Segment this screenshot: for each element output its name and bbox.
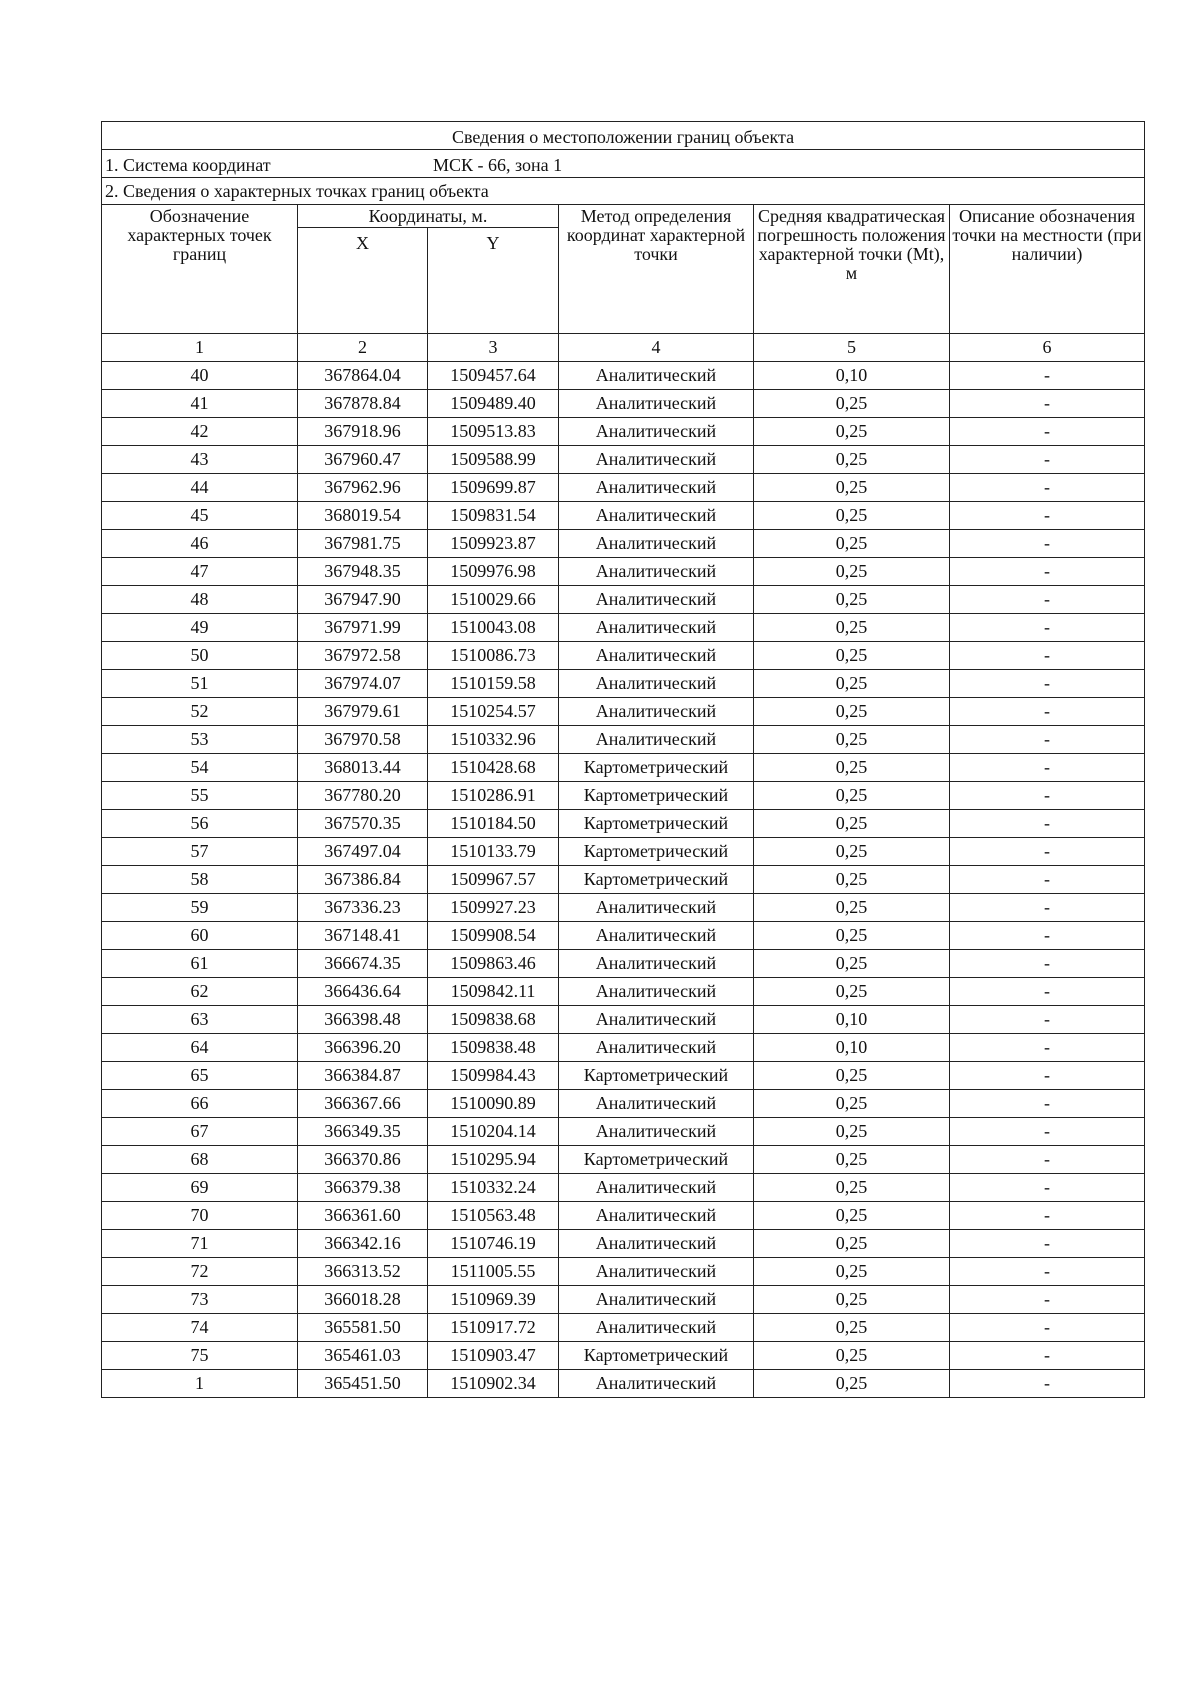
y-coordinate-cell: 1510563.48 <box>428 1202 559 1230</box>
y-coordinate-cell: 1509863.46 <box>428 950 559 978</box>
header-x: X <box>298 228 428 334</box>
table-row <box>102 1342 1145 1370</box>
error-cell: 0,25 <box>754 866 950 894</box>
description-cell: - <box>950 1342 1145 1370</box>
y-coordinate-cell: 1510254.57 <box>428 698 559 726</box>
error-cell: 0,25 <box>754 698 950 726</box>
column-number: 2 <box>298 334 428 362</box>
table-row <box>102 390 1145 418</box>
point-cell: 67 <box>102 1118 298 1146</box>
point-cell: 55 <box>102 782 298 810</box>
x-coordinate-cell: 365451.50 <box>298 1370 428 1398</box>
method-cell: Аналитический <box>559 726 754 754</box>
y-coordinate-cell: 1510903.47 <box>428 1342 559 1370</box>
point-cell: 66 <box>102 1090 298 1118</box>
y-coordinate-cell: 1510133.79 <box>428 838 559 866</box>
description-cell: - <box>950 1118 1145 1146</box>
method-cell: Аналитический <box>559 1286 754 1314</box>
description-cell: - <box>950 810 1145 838</box>
table-title-cell <box>102 122 1145 150</box>
x-coordinate-cell: 367570.35 <box>298 810 428 838</box>
error-cell: 0,25 <box>754 614 950 642</box>
description-cell: - <box>950 978 1145 1006</box>
table-row <box>102 558 1145 586</box>
description-cell: - <box>950 1146 1145 1174</box>
point-cell: 61 <box>102 950 298 978</box>
description-cell: - <box>950 1314 1145 1342</box>
x-coordinate-cell: 367947.90 <box>298 586 428 614</box>
method-cell: Аналитический <box>559 950 754 978</box>
header-method: Метод определения координат характерной точки <box>559 205 754 334</box>
x-coordinate-cell: 367780.20 <box>298 782 428 810</box>
description-cell: - <box>950 558 1145 586</box>
x-coordinate-cell: 367970.58 <box>298 726 428 754</box>
x-coordinate-cell: 368013.44 <box>298 754 428 782</box>
error-cell: 0,25 <box>754 1062 950 1090</box>
error-cell: 0,25 <box>754 502 950 530</box>
header-error: Средняя квадратическая погрешность положения характерной точки (Mt), м <box>754 205 950 334</box>
x-coordinate-cell: 367979.61 <box>298 698 428 726</box>
error-cell: 0,25 <box>754 950 950 978</box>
table-row <box>102 810 1145 838</box>
x-coordinate-cell: 366398.48 <box>298 1006 428 1034</box>
y-coordinate-cell: 1510428.68 <box>428 754 559 782</box>
y-coordinate-cell: 1509831.54 <box>428 502 559 530</box>
method-cell: Картометрический <box>559 1342 754 1370</box>
y-coordinate-cell: 1510332.24 <box>428 1174 559 1202</box>
x-coordinate-cell: 366313.52 <box>298 1258 428 1286</box>
column-number: 3 <box>428 334 559 362</box>
column-number: 4 <box>559 334 754 362</box>
error-cell: 0,25 <box>754 1202 950 1230</box>
point-cell: 48 <box>102 586 298 614</box>
point-cell: 62 <box>102 978 298 1006</box>
x-coordinate-cell: 366370.86 <box>298 1146 428 1174</box>
method-cell: Картометрический <box>559 838 754 866</box>
x-coordinate-cell: 366342.16 <box>298 1230 428 1258</box>
table-row <box>102 1286 1145 1314</box>
description-cell: - <box>950 1370 1145 1398</box>
error-cell: 0,25 <box>754 1230 950 1258</box>
error-cell: 0,25 <box>754 390 950 418</box>
description-cell: - <box>950 1034 1145 1062</box>
description-cell: - <box>950 782 1145 810</box>
table-title: Сведения о местоположении границ объекта <box>451 127 795 147</box>
table-row <box>102 530 1145 558</box>
coordinate-system-row <box>102 150 1145 178</box>
method-cell: Аналитический <box>559 502 754 530</box>
x-coordinate-cell: 367974.07 <box>298 670 428 698</box>
method-cell: Аналитический <box>559 1006 754 1034</box>
method-cell: Аналитический <box>559 362 754 390</box>
description-cell: - <box>950 1006 1145 1034</box>
method-cell: Аналитический <box>559 446 754 474</box>
y-coordinate-cell: 1510043.08 <box>428 614 559 642</box>
error-cell: 0,25 <box>754 894 950 922</box>
x-coordinate-cell: 366674.35 <box>298 950 428 978</box>
description-cell: - <box>950 1062 1145 1090</box>
error-cell: 0,10 <box>754 1034 950 1062</box>
point-cell: 53 <box>102 726 298 754</box>
error-cell: 0,25 <box>754 670 950 698</box>
y-coordinate-cell: 1509923.87 <box>428 530 559 558</box>
description-cell: - <box>950 866 1145 894</box>
x-coordinate-cell: 366018.28 <box>298 1286 428 1314</box>
point-cell: 70 <box>102 1202 298 1230</box>
column-number-row <box>102 334 1145 362</box>
error-cell: 0,25 <box>754 1090 950 1118</box>
table-row <box>102 1118 1145 1146</box>
description-cell: - <box>950 726 1145 754</box>
description-cell: - <box>950 838 1145 866</box>
x-coordinate-cell: 367960.47 <box>298 446 428 474</box>
table-row <box>102 502 1145 530</box>
method-cell: Аналитический <box>559 1314 754 1342</box>
error-cell: 0,25 <box>754 1146 950 1174</box>
description-cell: - <box>950 390 1145 418</box>
x-coordinate-cell: 366436.64 <box>298 978 428 1006</box>
description-cell: - <box>950 950 1145 978</box>
y-coordinate-cell: 1510029.66 <box>428 586 559 614</box>
x-coordinate-cell: 366361.60 <box>298 1202 428 1230</box>
header-row-1 <box>102 205 1145 228</box>
point-cell: 40 <box>102 362 298 390</box>
y-coordinate-cell: 1510746.19 <box>428 1230 559 1258</box>
table-row <box>102 1062 1145 1090</box>
description-cell: - <box>950 1090 1145 1118</box>
x-coordinate-cell: 367878.84 <box>298 390 428 418</box>
title-row <box>102 122 1145 150</box>
method-cell: Аналитический <box>559 1370 754 1398</box>
point-cell: 54 <box>102 754 298 782</box>
table-row <box>102 978 1145 1006</box>
x-coordinate-cell: 366349.35 <box>298 1118 428 1146</box>
point-cell: 74 <box>102 1314 298 1342</box>
error-cell: 0,10 <box>754 1006 950 1034</box>
table-row <box>102 418 1145 446</box>
table-row <box>102 642 1145 670</box>
error-cell: 0,25 <box>754 1118 950 1146</box>
header-description: Описание обозначения точки на местности (при наличии) <box>950 205 1145 334</box>
method-cell: Аналитический <box>559 558 754 586</box>
table-row <box>102 782 1145 810</box>
y-coordinate-cell: 1509967.57 <box>428 866 559 894</box>
y-coordinate-cell: 1510204.14 <box>428 1118 559 1146</box>
error-cell: 0,25 <box>754 1258 950 1286</box>
method-cell: Аналитический <box>559 1034 754 1062</box>
method-cell: Аналитический <box>559 1118 754 1146</box>
method-cell: Картометрический <box>559 810 754 838</box>
table-row <box>102 1202 1145 1230</box>
y-coordinate-cell: 1509976.98 <box>428 558 559 586</box>
description-cell: - <box>950 362 1145 390</box>
description-cell: - <box>950 670 1145 698</box>
point-cell: 73 <box>102 1286 298 1314</box>
error-cell: 0,25 <box>754 782 950 810</box>
x-coordinate-cell: 367864.04 <box>298 362 428 390</box>
x-coordinate-cell: 366384.87 <box>298 1062 428 1090</box>
description-cell: - <box>950 922 1145 950</box>
section-label: 2. Сведения о характерных точках границ объекта <box>102 178 1145 205</box>
y-coordinate-cell: 1510184.50 <box>428 810 559 838</box>
point-cell: 42 <box>102 418 298 446</box>
x-coordinate-cell: 365461.03 <box>298 1342 428 1370</box>
x-coordinate-cell: 367336.23 <box>298 894 428 922</box>
table-row <box>102 894 1145 922</box>
column-number: 1 <box>102 334 298 362</box>
error-cell: 0,25 <box>754 1174 950 1202</box>
error-cell: 0,25 <box>754 1314 950 1342</box>
method-cell: Картометрический <box>559 782 754 810</box>
x-coordinate-cell: 367962.96 <box>298 474 428 502</box>
method-cell: Картометрический <box>559 1146 754 1174</box>
error-cell: 0,25 <box>754 418 950 446</box>
table-row <box>102 1230 1145 1258</box>
point-cell: 59 <box>102 894 298 922</box>
header-coordinates: Координаты, м. <box>298 205 559 228</box>
x-coordinate-cell: 365581.50 <box>298 1314 428 1342</box>
method-cell: Аналитический <box>559 1202 754 1230</box>
point-cell: 69 <box>102 1174 298 1202</box>
point-cell: 41 <box>102 390 298 418</box>
error-cell: 0,25 <box>754 1342 950 1370</box>
method-cell: Картометрический <box>559 754 754 782</box>
y-coordinate-cell: 1510159.58 <box>428 670 559 698</box>
error-cell: 0,25 <box>754 922 950 950</box>
coordinate-system-cell <box>102 150 1145 178</box>
error-cell: 0,25 <box>754 810 950 838</box>
table-row <box>102 1006 1145 1034</box>
y-coordinate-cell: 1509838.48 <box>428 1034 559 1062</box>
method-cell: Аналитический <box>559 1090 754 1118</box>
table-row <box>102 726 1145 754</box>
point-cell: 63 <box>102 1006 298 1034</box>
method-cell: Картометрический <box>559 866 754 894</box>
error-cell: 0,25 <box>754 754 950 782</box>
x-coordinate-cell: 368019.54 <box>298 502 428 530</box>
description-cell: - <box>950 1258 1145 1286</box>
y-coordinate-cell: 1509588.99 <box>428 446 559 474</box>
y-coordinate-cell: 1510332.96 <box>428 726 559 754</box>
table-row <box>102 1146 1145 1174</box>
error-cell: 0,25 <box>754 446 950 474</box>
method-cell: Аналитический <box>559 1230 754 1258</box>
x-coordinate-cell: 366379.38 <box>298 1174 428 1202</box>
column-number: 6 <box>950 334 1145 362</box>
point-cell: 44 <box>102 474 298 502</box>
method-cell: Аналитический <box>559 1174 754 1202</box>
method-cell: Аналитический <box>559 978 754 1006</box>
x-coordinate-cell: 367948.35 <box>298 558 428 586</box>
section-row <box>102 178 1145 205</box>
method-cell: Аналитический <box>559 586 754 614</box>
y-coordinate-cell: 1509457.64 <box>428 362 559 390</box>
x-coordinate-cell: 367148.41 <box>298 922 428 950</box>
x-coordinate-cell: 367971.99 <box>298 614 428 642</box>
description-cell: - <box>950 1286 1145 1314</box>
table-row <box>102 1090 1145 1118</box>
x-coordinate-cell: 366396.20 <box>298 1034 428 1062</box>
description-cell: - <box>950 530 1145 558</box>
y-coordinate-cell: 1510090.89 <box>428 1090 559 1118</box>
description-cell: - <box>950 698 1145 726</box>
column-number: 5 <box>754 334 950 362</box>
table-row <box>102 838 1145 866</box>
description-cell: - <box>950 614 1145 642</box>
y-coordinate-cell: 1509927.23 <box>428 894 559 922</box>
point-cell: 72 <box>102 1258 298 1286</box>
y-coordinate-cell: 1510902.34 <box>428 1370 559 1398</box>
description-cell: - <box>950 1230 1145 1258</box>
table-row <box>102 1258 1145 1286</box>
method-cell: Аналитический <box>559 1258 754 1286</box>
table-row <box>102 1314 1145 1342</box>
method-cell: Аналитический <box>559 390 754 418</box>
point-cell: 56 <box>102 810 298 838</box>
point-cell: 65 <box>102 1062 298 1090</box>
y-coordinate-cell: 1511005.55 <box>428 1258 559 1286</box>
point-cell: 68 <box>102 1146 298 1174</box>
method-cell: Аналитический <box>559 670 754 698</box>
y-coordinate-cell: 1509838.68 <box>428 1006 559 1034</box>
point-cell: 50 <box>102 642 298 670</box>
x-coordinate-cell: 367918.96 <box>298 418 428 446</box>
description-cell: - <box>950 474 1145 502</box>
y-coordinate-cell: 1510295.94 <box>428 1146 559 1174</box>
point-cell: 43 <box>102 446 298 474</box>
table-row <box>102 922 1145 950</box>
y-coordinate-cell: 1510086.73 <box>428 642 559 670</box>
error-cell: 0,25 <box>754 558 950 586</box>
error-cell: 0,10 <box>754 362 950 390</box>
method-cell: Аналитический <box>559 698 754 726</box>
point-cell: 45 <box>102 502 298 530</box>
y-coordinate-cell: 1509699.87 <box>428 474 559 502</box>
description-cell: - <box>950 446 1145 474</box>
method-cell: Аналитический <box>559 922 754 950</box>
y-coordinate-cell: 1509489.40 <box>428 390 559 418</box>
error-cell: 0,25 <box>754 586 950 614</box>
error-cell: 0,25 <box>754 1286 950 1314</box>
coordinate-system-value: МСК - 66, зона 1 <box>433 155 563 175</box>
table-row <box>102 698 1145 726</box>
description-cell: - <box>950 1174 1145 1202</box>
table-row <box>102 1034 1145 1062</box>
x-coordinate-cell: 367386.84 <box>298 866 428 894</box>
method-cell: Аналитический <box>559 530 754 558</box>
point-cell: 64 <box>102 1034 298 1062</box>
description-cell: - <box>950 894 1145 922</box>
table-row <box>102 446 1145 474</box>
x-coordinate-cell: 367972.58 <box>298 642 428 670</box>
table-row <box>102 474 1145 502</box>
y-coordinate-cell: 1509513.83 <box>428 418 559 446</box>
table-row <box>102 1370 1145 1398</box>
table-row <box>102 586 1145 614</box>
table-row <box>102 754 1145 782</box>
y-coordinate-cell: 1509984.43 <box>428 1062 559 1090</box>
point-cell: 57 <box>102 838 298 866</box>
error-cell: 0,25 <box>754 838 950 866</box>
table-row <box>102 1174 1145 1202</box>
method-cell: Аналитический <box>559 894 754 922</box>
description-cell: - <box>950 586 1145 614</box>
point-cell: 75 <box>102 1342 298 1370</box>
error-cell: 0,25 <box>754 642 950 670</box>
x-coordinate-cell: 367981.75 <box>298 530 428 558</box>
y-coordinate-cell: 1510969.39 <box>428 1286 559 1314</box>
boundary-points-table <box>101 121 1145 1398</box>
method-cell: Аналитический <box>559 474 754 502</box>
point-cell: 71 <box>102 1230 298 1258</box>
error-cell: 0,25 <box>754 978 950 1006</box>
description-cell: - <box>950 754 1145 782</box>
point-cell: 47 <box>102 558 298 586</box>
error-cell: 0,25 <box>754 1370 950 1398</box>
point-cell: 58 <box>102 866 298 894</box>
error-cell: 0,25 <box>754 530 950 558</box>
point-cell: 60 <box>102 922 298 950</box>
table-row <box>102 866 1145 894</box>
table-row <box>102 950 1145 978</box>
table-row <box>102 362 1145 390</box>
error-cell: 0,25 <box>754 474 950 502</box>
point-cell: 51 <box>102 670 298 698</box>
point-cell: 52 <box>102 698 298 726</box>
description-cell: - <box>950 502 1145 530</box>
description-cell: - <box>950 642 1145 670</box>
x-coordinate-cell: 367497.04 <box>298 838 428 866</box>
coordinate-system-label: 1. Система координат <box>105 155 271 175</box>
method-cell: Аналитический <box>559 642 754 670</box>
table-row <box>102 614 1145 642</box>
y-coordinate-cell: 1509908.54 <box>428 922 559 950</box>
point-cell: 1 <box>102 1370 298 1398</box>
error-cell: 0,25 <box>754 726 950 754</box>
point-cell: 46 <box>102 530 298 558</box>
description-cell: - <box>950 1202 1145 1230</box>
method-cell: Картометрический <box>559 1062 754 1090</box>
header-y: Y <box>428 228 559 334</box>
description-cell: - <box>950 418 1145 446</box>
y-coordinate-cell: 1510286.91 <box>428 782 559 810</box>
header-point: Обозначение характерных точек границ <box>102 205 298 334</box>
y-coordinate-cell: 1509842.11 <box>428 978 559 1006</box>
method-cell: Аналитический <box>559 614 754 642</box>
point-cell: 49 <box>102 614 298 642</box>
method-cell: Аналитический <box>559 418 754 446</box>
x-coordinate-cell: 366367.66 <box>298 1090 428 1118</box>
table-row <box>102 670 1145 698</box>
y-coordinate-cell: 1510917.72 <box>428 1314 559 1342</box>
